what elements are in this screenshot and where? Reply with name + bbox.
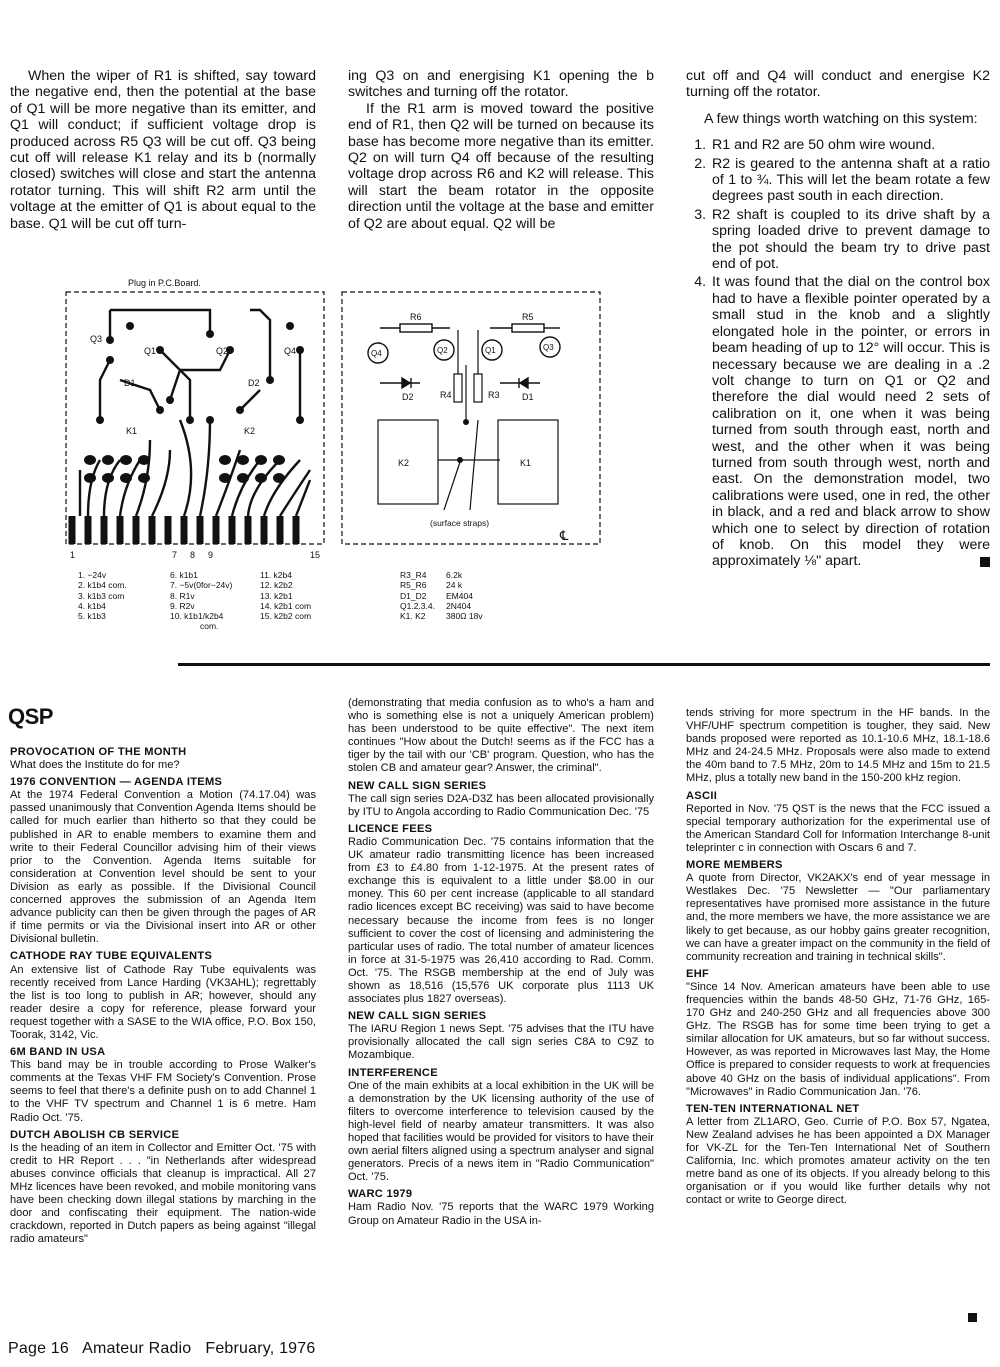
circuit-board-figure (0, 270, 620, 570)
section-heading: LICENCE FEES (348, 822, 433, 835)
article-paragraph: If the R1 arm is moved toward the positive end of R1, then Q2 will be turned on because its base has become more negative than its emitter. Q2 on will turn Q4 off because of the resulting voltage drop across R6 and K2 will release. This will start the beam rotator in the opposite direction until the voltage at the base and emitter of Q2 are about equal. Q2 will be (348, 100, 655, 232)
section-text: Radio Communication Dec. '75 contains information that the UK amateur radio transmitting licence has been increased from £3 to £4.80 from 1-12-1975. At the present rates of exchange this is equivalent to a little under $8.00 in our money. This 60 per cent increase (applicable to all standard radio licences except BC receiving) was said to have become necessary because the income from fees is no longer sufficient to cover the cost of licensing and administering the particular uses of radio. The total number of amateur licences in force at 31-5-1975 was 26,410 according to Rad. Comm. Oct. '75. The RSGB membership at the end of July was shown as 18,516 (15,576 UK corporate plus 1113 UK associates plus 1827 overseas). (348, 835, 654, 1006)
label-d1: D1 (124, 378, 136, 388)
label-k1r: K1 (520, 458, 532, 468)
pin-legend-col1: 1. −24v 2. k1b4 com. 3. k1b3 com 4. k1b4 5. k1b3 (78, 570, 127, 622)
list-item: 3. R2 shaft is coupled to its drive shaft by a spring loaded drive to prevent damage to the pot should the beam try to drive past end of pot. (710, 207, 990, 273)
section-text: The call sign series D2A-D3Z has been allocated provisionally by ITU to Angola according to Radio Communication Dec. '75 (348, 792, 654, 818)
article-paragraph: ing Q3 on and energising K1 opening the b switches and turning off the rotator. (348, 68, 654, 101)
article-paragraph: cut off and Q4 will conduct and energise K2 turning off the rotator. (686, 68, 990, 101)
article-paragraph: A few things worth watching on this system: (704, 110, 978, 127)
issue-date: February, 1976 (205, 1340, 316, 1357)
transistors (368, 337, 560, 363)
label-r5: R5 (522, 312, 534, 322)
article-column-2 (348, 68, 654, 232)
section-text: Is the heading of an item in Collector and Emitter Oct. '75 with credit to HR Report . . . "in Netherlands after widespread abuses convince officials that cleanup is impractical. All 27 MHz licences have been revoked, and mobile monitoring vans have been checking down illegal stations by marching in the door and confiscating their equipment. The nation-wide crackdown, reported in Dutch papers as being against "illegal radio amateurs" (10, 1141, 316, 1246)
label-d2r: D2 (402, 392, 414, 402)
label-q3r: Q3 (543, 343, 554, 352)
right-board-outline (342, 292, 600, 544)
section-text: A letter from ZL1ARO, Geo. Currie of P.O. Box 57, Ngatea, New Zealand advises he has been appointed a DX Manager for VK-ZL for the Ten-Ten International Net of Southern California, Inc. which promotes amateur activity on the ten metre band as one of its objects. If you already belong to this organisation or if you would like further details why not contact or write to George direct. (686, 1115, 990, 1207)
list-item: 4. It was found that the dial on the control box had to have a flexible pointer operated by a small stud in the knob and a slightly elongated hole in the pointer, or errors in beam heading of up to 12° will occur. This is necessary because we are dealing in a .2 volt change to turn on Q1 or Q2 and therefore the dial would need 2 sets of calibration on it, one when it was being turned from south through east, north and west, and the other when it was being turned from south through west, north and east. On the demonstration model, two calibrations were used, one in red, the other in black, and a red and black arrow to show which one to select by direction of rotation of knob. On this model they were approximately ⅛" apart. (710, 274, 990, 569)
section-text: tends striving for more spectrum in the HF bands. In the VHF/UHF spectrum competition is tougher, they said. New bands proposed were reported as 10.1-10.6 MHz, 18.1-18.6 MHz and 24-24.5 MHz. Proposals were also made to extend the 40m band to 7.5 MHz, 20m to 14.5 MHz and 15m to 21.5 MHz, plus a totally new band in the 150-200 kHz region. (686, 707, 990, 785)
label-k2: K2 (244, 426, 256, 436)
qsp-title: QSP (8, 704, 53, 729)
label-r6: R6 (410, 312, 422, 322)
label-q2: Q2 (216, 346, 229, 356)
label-d2: D2 (248, 378, 260, 388)
pin-number: 8 (190, 550, 196, 560)
end-mark (968, 1313, 977, 1322)
end-mark (980, 557, 990, 567)
label-q1r: Q1 (485, 346, 496, 355)
label-q2r: Q2 (437, 346, 448, 355)
centre-line-mark: ℄ (560, 528, 569, 543)
section-heading: DUTCH ABOLISH CB SERVICE (10, 1128, 180, 1141)
section-heading: 6M BAND IN USA (10, 1046, 106, 1059)
label-q3: Q3 (90, 334, 103, 344)
section-heading: ASCII (686, 789, 718, 802)
resistor-r6 (380, 324, 450, 332)
list-item: 1. R1 and R2 are 50 ohm wire wound. (710, 137, 990, 153)
section-text: Ham Radio Nov. '75 reports that the WARC 1979 Working Group on Amateur Radio in the USA in- (348, 1201, 654, 1227)
edge-connector (72, 516, 296, 544)
page-number: Page 16 (8, 1340, 70, 1357)
section-heading: TEN-TEN INTERNATIONAL NET (686, 1102, 860, 1115)
section-heading: WARC 1979 (348, 1188, 413, 1201)
section-text: Reported in Nov. '75 QST is the news that the FCC issued a special temporary authorization for the experimental use of the American Standard Coll for Information Interchange 8-unit teleprinter c in connection with Oscars 6 and 7. (686, 802, 990, 854)
qsp-column-3 (686, 707, 990, 1207)
section-heading: PROVOCATION OF THE MONTH (10, 746, 187, 758)
label-q4: Q4 (284, 346, 297, 356)
section-text: "Since 14 Nov. American amateurs have been able to use frequencies within the bands 48-50 GHz, 71-76 GHz, 165-170 GHz and 240-250 GHz and all frequencies above 300 GHz. The RSGB has for some time been trying to get a similar allocation for UK amateurs, but so far without success. However, as was reported in Microwaves last May, the Home Office is prepared to consider requests to work at frequencies above 40 GHz on the basis of individual applications". From "Microwaves" in Radio Communication Jan. '76. (686, 980, 990, 1098)
pin-legend-col3: 11. k2b4 12. k2b2 13. k2b1 14. k2b1 com 15. k2b2 com (260, 570, 312, 622)
section-heading: NEW CALL SIGN SERIES (348, 779, 487, 792)
label-q4r: Q4 (371, 349, 382, 358)
section-heading: EHF (686, 967, 710, 980)
label-q1: Q1 (144, 346, 157, 356)
label-r4: R4 (440, 390, 452, 400)
pin-number: 9 (208, 550, 214, 560)
pin-legend-col2: 6. k1b1 7. −5v(0for−24v) 8. R1v 9. R2v 10. k1b1/k2b4 com. (170, 570, 233, 632)
section-text: The IARU Region 1 news Sept. '75 advises that the ITU have provisionally allocated the call sign series C8A to C9Z to Mozambique. (348, 1023, 654, 1062)
section-text: This band may be in trouble according to Prose Walker's comments at the Texas VHF FM Society's Convention. Prose seems to feel that there's a definite push on to add Channel 1 to the VHF TV spectrum and Channel 1 is 6 metre. Ham Radio Oct. '75. (10, 1059, 316, 1124)
parts-list-values: 6.2k 24 k EM404 2N404 380Ω 18v (446, 570, 483, 622)
section-heading: MORE MEMBERS (686, 859, 783, 872)
qsp-column-1 (10, 742, 316, 1246)
label-r3: R3 (488, 390, 500, 400)
pcb-traces (80, 310, 310, 516)
label-d1r: D1 (522, 392, 534, 402)
section-text: At the 1974 Federal Convention a Motion (74.17.04) was passed unanimously that Convention Agenda Items should be called for much earlier than hitherto so that they could be published in AR to enable members to examine them and write to their Federal Councillor advising him of their views prior to the Convention. Agenda Items suitable for consideration at Convention level should be sent to your Division as early as possible. If the Divisional Council concerned approves the submission of an Agenda Item advance publicity can then be given through the pages of AR if time permits or via the Divisional insert into AR or other Divisional bulletin. (10, 789, 316, 946)
section-heading: CATHODE RAY TUBE EQUIVALENTS (10, 950, 213, 963)
section-text: An extensive list of Cathode Ray Tube equivalents was recently received from Lance Harding (VK3AHL); regrettably the list is too long to publish in AR; however, should any reader desire a copy for reference, please forward your request together with a SASE to the WIA office, P.O. Box 150, Toorak, 3142, Vic. (10, 963, 316, 1041)
resistor-r5 (490, 324, 560, 332)
section-divider (178, 663, 990, 666)
section-text: One of the main exhibits at a local exhibition in the UK will be a demonstration by the UK licensing authority of the use of filters to overcome interference to television caused by the high-level field of nearby amateur transmitters. It was also hoped that facilities would be provided for visitors to have their own aerial filters aligned using a spectrum analyser and signal generators. Precis of a news item in "Radio Communication" Oct. '75. (348, 1079, 654, 1184)
diodes (380, 378, 540, 388)
article-paragraph: When the wiper of R1 is shifted, say toward the negative end, then the potential at the base of Q1 will be more negative than its emitter, and Q1 will conduct; if sufficient voltage drop is produced across R5 Q3 will be cut off. Q3 being cut off will release K1 relay and its b (normally closed) switches will close and start the antenna rotator turning. This will shift R2 arm until the voltage at the emitter of Q1 is about equal to the base. Q1 will be cut off turn- (10, 68, 316, 232)
section-heading: INTERFERENCE (348, 1066, 438, 1079)
article-column-3 (686, 68, 990, 572)
section-text: What does the Institute do for me? (10, 759, 180, 772)
section-heading: NEW CALL SIGN SERIES (348, 1010, 487, 1023)
points-list (686, 137, 990, 570)
plug-label: Plug in P.C.Board. (128, 278, 201, 288)
pin-number: 15 (310, 550, 321, 560)
section-text: A quote from Director, VK2AKX's end of year message in Westlakes Dec. '75 Newsletter — "Our parliamentary representatives have promised more assistance in the future and, the more members we have, the more assistance we are likely to get because, as our hobby gains greater recognition, we can have a greater impact on the community in the field of community recreation and training in technical skills". (686, 872, 990, 963)
qsp-column-2 (348, 697, 654, 1228)
label-k2r: K2 (398, 458, 410, 468)
label-k1: K1 (126, 426, 138, 436)
section-heading: 1976 CONVENTION — AGENDA ITEMS (10, 776, 223, 789)
section-text: (demonstrating that media confusion as to who's a ham and who is something else is not a uniquely American problem) has been understood to be quite effective". The next item continues "How about the Dutch! seems as if the FCC has a tiger by the tail with our 'CB' program. Question, who has the stolen CB and amateur gear? Answer, the criminal". (348, 697, 654, 775)
pin-number: 1 (70, 550, 76, 560)
surface-straps-label: (surface straps) (430, 518, 490, 528)
list-item: 2. R2 is geared to the antenna shaft at a ratio of 1 to ¾. This will let the beam rotate a few degrees past south in each direction. (710, 156, 990, 205)
pin-number: 7 (172, 550, 178, 560)
publication-name: Amateur Radio (82, 1340, 192, 1357)
page-footer (8, 1340, 315, 1358)
surface-straps-lines (438, 330, 500, 510)
parts-list-names: R3_R4 R5_R6 D1_D2 Q1.2.3.4. K1. K2 (400, 570, 435, 622)
article-column-1 (10, 68, 316, 232)
